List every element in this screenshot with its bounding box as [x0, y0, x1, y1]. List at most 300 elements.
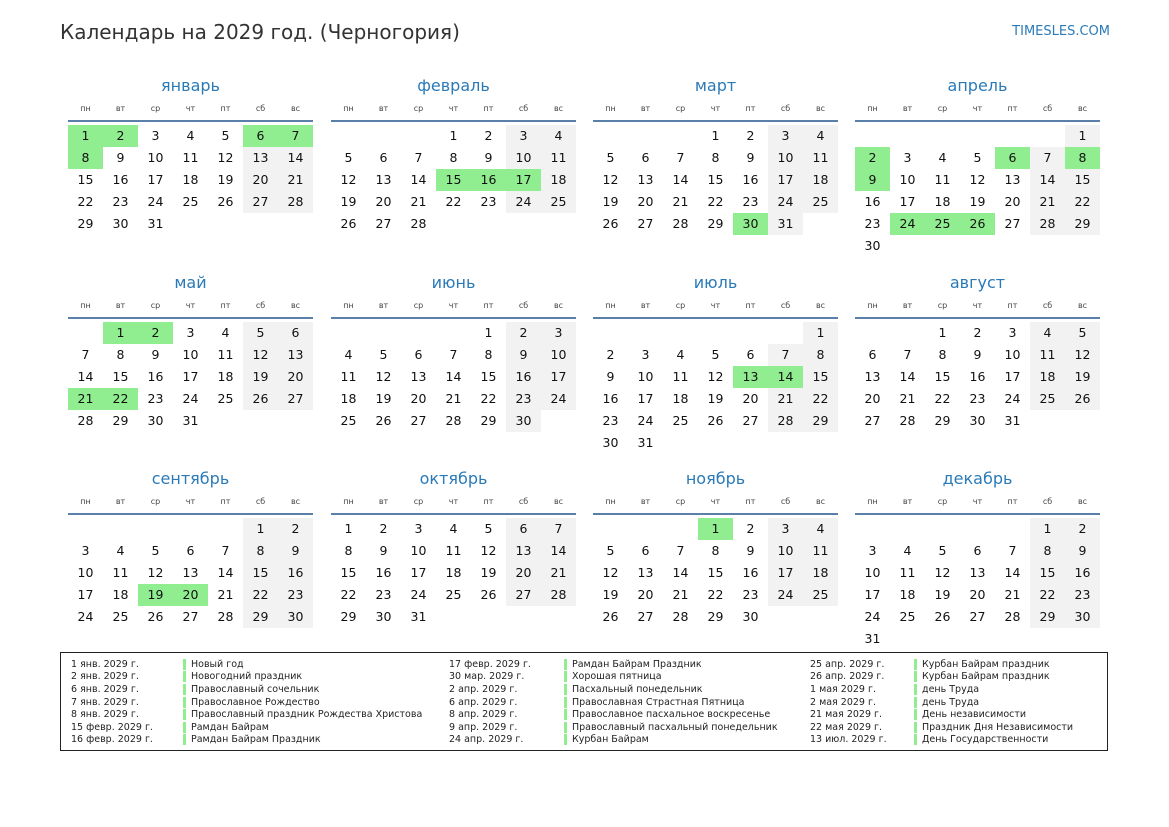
day-cell: 2	[855, 147, 890, 169]
day-cell: 31	[182, 413, 199, 428]
weekday-label: пн	[80, 300, 91, 310]
weekday-label: пн	[867, 103, 878, 113]
week-row	[331, 562, 576, 584]
week-row	[855, 213, 1100, 235]
day-cell: 16	[278, 562, 313, 584]
legend-date: 6 апр. 2029 г.	[449, 696, 518, 708]
legend-date: 7 янв. 2029 г.	[71, 696, 139, 708]
day-cell: 3	[768, 518, 803, 540]
week-row	[68, 191, 313, 213]
day-cell: 17	[1004, 369, 1021, 384]
weekday-label: пт	[745, 103, 756, 113]
day-cell: 15	[1030, 562, 1065, 584]
legend-holiday-name: Курбан Байрам праздник	[922, 671, 1050, 683]
day-cell: 6	[641, 150, 650, 165]
day-cell: 28	[768, 410, 803, 432]
day-cell: 22	[480, 391, 497, 406]
weekday-header	[593, 493, 838, 509]
day-cell: 3	[868, 543, 877, 558]
day-cell: 28	[672, 609, 689, 624]
holiday-legend	[60, 652, 1108, 751]
day-cell: 22	[77, 194, 94, 209]
empty-day-cell	[663, 322, 698, 344]
month-block	[855, 269, 1100, 432]
day-cell: 2	[484, 128, 493, 143]
empty-day-cell	[925, 125, 960, 147]
week-row	[593, 169, 838, 191]
legend-marker	[914, 671, 917, 682]
weekday-header	[855, 297, 1100, 313]
week-row	[68, 518, 313, 540]
day-cell: 27	[637, 609, 654, 624]
legend-holiday-name: Пасхальный понедельник	[572, 683, 703, 695]
day-cell: 15	[112, 369, 129, 384]
empty-day-cell	[698, 322, 733, 344]
day-cell: 27	[1004, 216, 1021, 231]
day-cell: 29	[803, 410, 838, 432]
week-row	[331, 606, 576, 628]
legend-date: 2 апр. 2029 г.	[449, 683, 518, 695]
legend-row	[810, 721, 1073, 734]
legend-date: 9 апр. 2029 г.	[449, 721, 518, 733]
week-row	[855, 584, 1100, 606]
legend-date: 25 апр. 2029 г.	[810, 658, 885, 670]
day-cell: 30	[147, 413, 164, 428]
day-cell: 29	[243, 606, 278, 628]
empty-day-cell	[855, 518, 890, 540]
weekday-header	[68, 297, 313, 313]
week-row	[855, 344, 1100, 366]
legend-marker	[183, 684, 186, 695]
day-cell: 6	[973, 543, 982, 558]
day-cell: 17	[182, 369, 199, 384]
empty-day-cell	[855, 125, 890, 147]
legend-date: 22 мая 2029 г.	[810, 721, 883, 733]
day-cell: 11	[803, 147, 838, 169]
week-row	[593, 518, 838, 540]
month-divider	[68, 513, 313, 515]
legend-holiday-name: Праздник Дня Независимости	[922, 721, 1074, 733]
month-divider	[855, 513, 1100, 515]
week-row	[331, 322, 576, 344]
week-row	[331, 169, 576, 191]
day-cell: 8	[803, 344, 838, 366]
weekday-label: пт	[1007, 300, 1018, 310]
day-cell: 10	[182, 347, 199, 362]
legend-row	[449, 708, 778, 721]
day-cell: 9	[606, 369, 615, 384]
legend-holiday-name: Курбан Байрам праздник	[922, 658, 1050, 670]
month-name: июнь	[431, 273, 476, 292]
week-row	[593, 410, 838, 432]
day-cell: 21	[445, 391, 462, 406]
day-cell: 6	[278, 322, 313, 344]
day-cell: 17	[541, 366, 576, 388]
day-cell: 15	[707, 565, 724, 580]
weekday-label: сб	[1042, 103, 1053, 113]
month-name: февраль	[417, 76, 490, 95]
day-cell: 16	[375, 565, 392, 580]
empty-day-cell	[331, 322, 366, 344]
day-cell: 20	[410, 391, 427, 406]
empty-day-cell	[663, 518, 698, 540]
legend-row	[71, 671, 422, 684]
month-name: апрель	[947, 76, 1008, 95]
month-name: август	[949, 273, 1006, 292]
day-cell: 2	[606, 347, 615, 362]
weekday-header	[331, 297, 576, 313]
day-cell: 24	[864, 609, 881, 624]
day-cell: 15	[1065, 169, 1100, 191]
month-block	[68, 269, 313, 432]
day-cell: 30	[602, 435, 619, 450]
day-cell: 31	[410, 609, 427, 624]
day-cell: 28	[445, 413, 462, 428]
day-cell: 26	[375, 413, 392, 428]
day-cell: 6	[186, 543, 195, 558]
month-name: сентябрь	[151, 469, 230, 488]
day-cell: 2	[746, 128, 755, 143]
day-cell: 13	[375, 172, 392, 187]
legend-holiday-name: Православный пасхальный понедельник	[572, 721, 778, 733]
empty-day-cell	[68, 322, 103, 344]
empty-day-cell	[1030, 235, 1065, 257]
empty-day-cell	[1030, 125, 1065, 147]
day-cell: 8	[116, 347, 125, 362]
month-block	[68, 72, 313, 235]
week-row	[331, 388, 576, 410]
month-divider	[855, 317, 1100, 319]
day-cell: 1	[449, 128, 458, 143]
weekday-label: вт	[640, 300, 651, 310]
weekday-label: сб	[255, 300, 266, 310]
day-cell: 9	[379, 543, 388, 558]
day-cell: 7	[1030, 147, 1065, 169]
empty-day-cell	[803, 432, 838, 454]
day-cell: 27	[278, 388, 313, 410]
week-row	[855, 191, 1100, 213]
day-cell: 16	[1065, 562, 1100, 584]
legend-date: 8 апр. 2029 г.	[449, 709, 518, 721]
day-cell: 28	[217, 609, 234, 624]
day-cell: 23	[969, 391, 986, 406]
day-cell: 9	[506, 344, 541, 366]
day-cell: 8	[344, 543, 353, 558]
day-cell: 14	[672, 172, 689, 187]
empty-day-cell	[68, 518, 103, 540]
weekday-label: вт	[115, 300, 126, 310]
day-cell: 20	[375, 194, 392, 209]
weekday-label: ср	[937, 103, 948, 113]
day-cell: 10	[410, 543, 427, 558]
weekday-label: вт	[378, 300, 389, 310]
weekday-label: сб	[255, 103, 266, 113]
day-cell: 5	[243, 322, 278, 344]
empty-day-cell	[208, 518, 243, 540]
day-cell: 12	[602, 172, 619, 187]
empty-day-cell	[366, 125, 401, 147]
day-cell: 19	[217, 172, 234, 187]
day-cell: 20	[637, 587, 654, 602]
day-cell: 1	[698, 518, 733, 540]
day-cell: 26	[707, 413, 724, 428]
day-cell: 31	[147, 216, 164, 231]
day-cell: 31	[1004, 413, 1021, 428]
day-cell: 24	[182, 391, 199, 406]
day-cell: 8	[1030, 540, 1065, 562]
month-block	[331, 465, 576, 628]
day-cell: 12	[1065, 344, 1100, 366]
day-cell: 13	[410, 369, 427, 384]
day-cell: 29	[340, 609, 357, 624]
day-cell: 3	[768, 125, 803, 147]
week-row	[331, 366, 576, 388]
weekday-label: вс	[290, 300, 301, 310]
day-cell: 29	[707, 609, 724, 624]
day-cell: 9	[973, 347, 982, 362]
weekday-label: пт	[745, 496, 756, 506]
day-cell: 18	[445, 565, 462, 580]
day-cell: 3	[1008, 325, 1017, 340]
day-cell: 30	[742, 609, 759, 624]
legend-row	[449, 658, 778, 671]
day-cell: 7	[676, 543, 685, 558]
day-cell: 13	[969, 565, 986, 580]
week-row	[855, 322, 1100, 344]
day-cell: 9	[484, 150, 493, 165]
day-cell: 8	[711, 543, 720, 558]
empty-day-cell	[768, 606, 803, 628]
day-cell: 12	[243, 344, 278, 366]
day-cell: 5	[484, 521, 493, 536]
legend-row	[449, 683, 778, 696]
day-cell: 5	[938, 543, 947, 558]
day-cell: 22	[707, 587, 724, 602]
legend-row	[71, 734, 422, 747]
weekday-label: чт	[972, 300, 983, 310]
legend-holiday-name: день Труда	[922, 696, 980, 708]
legend-row	[449, 671, 778, 684]
day-cell: 4	[186, 128, 195, 143]
weekday-label: пт	[1007, 496, 1018, 506]
day-cell: 28	[278, 191, 313, 213]
weekday-label: вс	[815, 103, 826, 113]
day-cell: 2	[973, 325, 982, 340]
day-cell: 22	[103, 388, 138, 410]
day-cell: 21	[672, 587, 689, 602]
legend-date: 30 мар. 2029 г.	[449, 671, 525, 683]
day-cell: 27	[182, 609, 199, 624]
day-cell: 15	[77, 172, 94, 187]
day-cell: 17	[506, 169, 541, 191]
weekday-label: чт	[185, 496, 196, 506]
day-cell: 13	[182, 565, 199, 580]
weekday-label: пт	[483, 300, 494, 310]
day-cell: 10	[77, 565, 94, 580]
legend-marker	[183, 697, 186, 708]
day-cell: 27	[637, 216, 654, 231]
week-row	[331, 540, 576, 562]
day-cell: 24	[1004, 391, 1021, 406]
day-cell: 5	[606, 150, 615, 165]
empty-day-cell	[593, 125, 628, 147]
week-row	[855, 562, 1100, 584]
day-cell: 24	[768, 584, 803, 606]
week-row	[855, 125, 1100, 147]
month-name: март	[694, 76, 737, 95]
weekday-label: ср	[413, 300, 424, 310]
weekday-header	[331, 100, 576, 116]
day-cell: 3	[151, 128, 160, 143]
day-cell: 29	[934, 413, 951, 428]
weekday-header	[331, 493, 576, 509]
week-row	[331, 584, 576, 606]
empty-day-cell	[366, 322, 401, 344]
weekday-label: сб	[780, 103, 791, 113]
day-cell: 15	[934, 369, 951, 384]
day-cell: 12	[480, 543, 497, 558]
week-row	[68, 322, 313, 344]
day-cell: 11	[899, 565, 916, 580]
weekday-label: пн	[605, 300, 616, 310]
day-cell: 3	[506, 125, 541, 147]
day-cell: 14	[445, 369, 462, 384]
day-cell: 24	[541, 388, 576, 410]
empty-day-cell	[278, 213, 313, 235]
day-cell: 23	[742, 194, 759, 209]
week-row	[68, 213, 313, 235]
weekday-label: вт	[115, 103, 126, 113]
day-cell: 11	[217, 347, 234, 362]
day-cell: 23	[278, 584, 313, 606]
empty-day-cell	[593, 518, 628, 540]
empty-day-cell	[1030, 410, 1065, 432]
day-cell: 6	[868, 347, 877, 362]
weekday-label: пн	[343, 496, 354, 506]
week-row	[331, 518, 576, 540]
weekday-header	[593, 100, 838, 116]
day-cell: 12	[217, 150, 234, 165]
day-cell: 6	[414, 347, 423, 362]
day-cell: 28	[899, 413, 916, 428]
weekday-label: вс	[1077, 496, 1088, 506]
weekday-label: ср	[150, 496, 161, 506]
day-cell: 5	[151, 543, 160, 558]
day-cell: 22	[243, 584, 278, 606]
empty-day-cell	[628, 518, 663, 540]
day-cell: 23	[375, 587, 392, 602]
day-cell: 21	[1004, 587, 1021, 602]
day-cell: 5	[344, 150, 353, 165]
day-cell: 1	[938, 325, 947, 340]
legend-marker	[914, 684, 917, 695]
legend-holiday-name: Православная Страстная Пятница	[572, 696, 745, 708]
legend-holiday-name: Хорошая пятница	[572, 671, 662, 683]
day-cell: 5	[711, 347, 720, 362]
week-row	[593, 147, 838, 169]
day-cell: 13	[733, 366, 768, 388]
day-cell: 12	[969, 172, 986, 187]
day-cell: 11	[340, 369, 357, 384]
day-cell: 4	[803, 125, 838, 147]
day-cell: 21	[541, 562, 576, 584]
week-row	[855, 366, 1100, 388]
legend-holiday-name: Новогодний праздник	[191, 671, 303, 683]
empty-day-cell	[1065, 235, 1100, 257]
empty-day-cell	[173, 213, 208, 235]
empty-day-cell	[733, 432, 768, 454]
week-row	[68, 366, 313, 388]
legend-marker	[564, 659, 567, 670]
day-cell: 2	[506, 322, 541, 344]
weekday-label: вт	[902, 496, 913, 506]
day-cell: 29	[77, 216, 94, 231]
empty-day-cell	[995, 518, 1030, 540]
month-divider	[855, 120, 1100, 122]
empty-day-cell	[890, 628, 925, 650]
day-cell: 16	[864, 194, 881, 209]
day-cell: 7	[676, 150, 685, 165]
weekday-label: чт	[972, 496, 983, 506]
day-cell: 20	[969, 587, 986, 602]
legend-holiday-name: Православный сочельник	[191, 683, 320, 695]
day-cell: 28	[1030, 213, 1065, 235]
week-row	[68, 169, 313, 191]
empty-day-cell	[593, 322, 628, 344]
day-cell: 4	[1030, 322, 1065, 344]
empty-day-cell	[243, 213, 278, 235]
weekday-label: вт	[115, 496, 126, 506]
week-row	[593, 213, 838, 235]
empty-day-cell	[768, 432, 803, 454]
day-cell: 11	[803, 540, 838, 562]
legend-marker	[564, 697, 567, 708]
site-link[interactable]: TIMESLES.COM	[1012, 24, 1110, 39]
day-cell: 8	[484, 347, 493, 362]
weekday-label: пт	[220, 300, 231, 310]
day-cell: 18	[672, 391, 689, 406]
day-cell: 27	[243, 191, 278, 213]
month-block	[855, 465, 1100, 650]
day-cell: 20	[506, 562, 541, 584]
day-cell: 20	[243, 169, 278, 191]
weekday-label: ср	[937, 496, 948, 506]
day-cell: 15	[436, 169, 471, 191]
day-cell: 13	[637, 172, 654, 187]
weekday-label: вс	[553, 496, 564, 506]
day-cell: 21	[410, 194, 427, 209]
month-divider	[68, 317, 313, 319]
month-block	[593, 465, 838, 628]
day-cell: 12	[375, 369, 392, 384]
day-cell: 6	[379, 150, 388, 165]
day-cell: 10	[637, 369, 654, 384]
weekday-label: пт	[220, 103, 231, 113]
day-cell: 15	[243, 562, 278, 584]
legend-marker	[914, 659, 917, 670]
month-block	[593, 269, 838, 454]
day-cell: 10	[1004, 347, 1021, 362]
day-cell: 15	[340, 565, 357, 580]
weekday-label: вс	[1077, 103, 1088, 113]
day-cell: 1	[1030, 518, 1065, 540]
week-row	[68, 584, 313, 606]
week-row	[331, 147, 576, 169]
day-cell: 24	[890, 213, 925, 235]
legend-marker	[564, 722, 567, 733]
week-row	[855, 388, 1100, 410]
day-cell: 20	[173, 584, 208, 606]
